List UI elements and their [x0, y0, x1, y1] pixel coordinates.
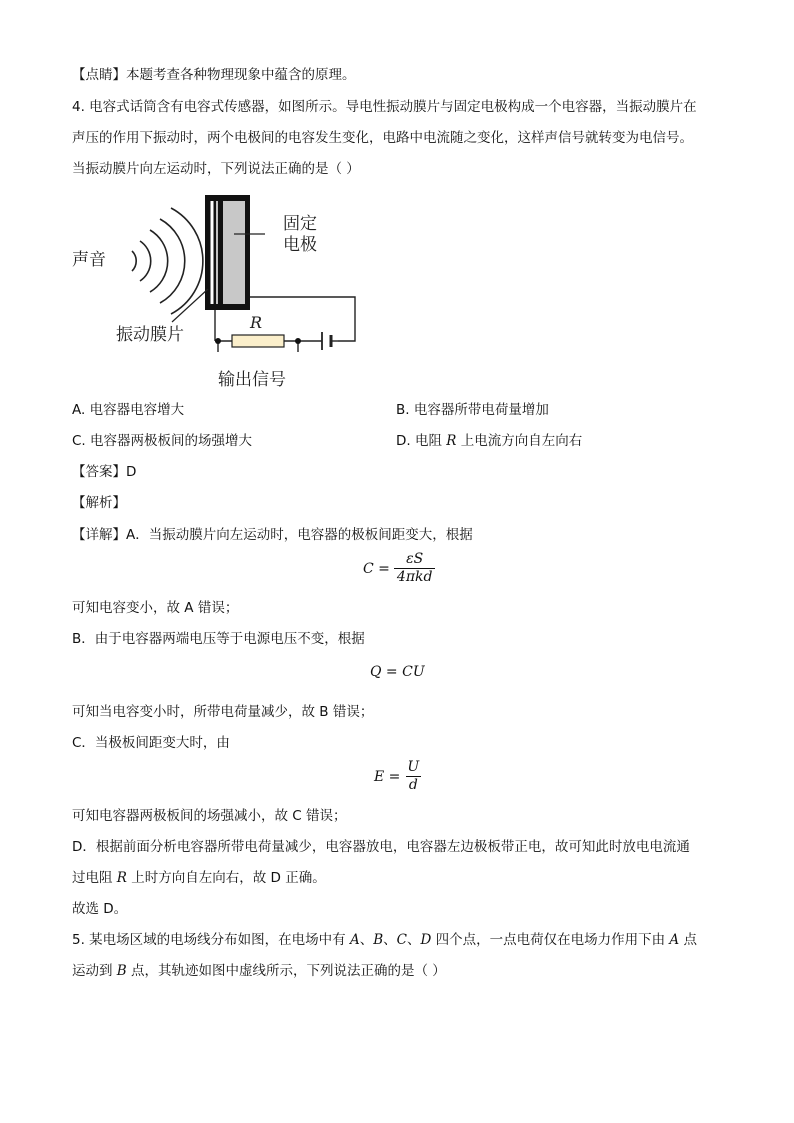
output-terminal-left: [215, 338, 221, 344]
detail-d-line1: D．根据前面分析电容器所带电荷量减少，电容器放电，电容器左边极板带正电，故可知此时放电电流通: [72, 839, 690, 855]
final-choice: 故选 D。: [72, 901, 128, 917]
sound-label: 声音: [72, 250, 106, 270]
answer-line: 【答案】D: [72, 464, 137, 480]
analysis-heading: 【解析】: [72, 495, 126, 511]
q4-stem-line3: 当振动膜片向左运动时，下列说法正确的是（ ）: [72, 161, 360, 177]
detail-c: C．当极板间距变大时，由: [72, 735, 230, 751]
electrode-label-line1: 固定: [283, 214, 317, 234]
microphone-figure: [60, 185, 380, 395]
output-terminal-right: [295, 338, 301, 344]
output-signal-label: 输出信号: [218, 370, 286, 390]
option-b: B. 电容器所带电荷量增加: [396, 402, 549, 418]
option-d: D. 电阻 R 上电流方向自左向右: [396, 433, 583, 449]
option-a: A. 电容器电容增大: [72, 402, 185, 418]
q5-stem-line1: 5. 某电场区域的电场线分布如图，在电场中有 A、B、C、D 四个点，一点电荷仅在电场力作用下由 A 点: [72, 932, 697, 948]
q3-tip: 【点睛】本题考查各种物理现象中蕴含的原理。: [72, 67, 356, 83]
resistor-label: R: [250, 313, 263, 332]
q4-stem-line2: 声压的作用下振动时，两个电极间的电容发生变化，电路中电流随之变化，这样声信号就转变为电信号。: [72, 130, 693, 146]
equation-field: E = $\frac{U}{d}$: [374, 759, 420, 793]
q5-stem-line2: 运动到 B 点，其轨迹如图中虚线所示，下列说法正确的是（ ）: [72, 963, 446, 979]
conclusion-c: 可知电容器两极板间的场强减小，故 C 错误；: [72, 808, 347, 824]
resistor-r: [232, 335, 284, 347]
detail-d-line2: 过电阻 R 上时方向自左向右，故 D 正确。: [72, 870, 326, 886]
option-c: C. 电容器两极板间的场强增大: [72, 433, 253, 449]
equation-charge: Q = CU: [370, 664, 425, 680]
conclusion-a: 可知电容变小，故 A 错误；: [72, 600, 239, 616]
electrode-label-line2: 电极: [283, 235, 317, 255]
diaphragm-label: 振动膜片: [116, 325, 184, 345]
sound-wave-icon: [132, 208, 203, 314]
fixed-electrode: [223, 201, 245, 304]
conclusion-b: 可知当电容变小时，所带电荷量减少，故 B 错误；: [72, 704, 374, 720]
diaphragm-leader: [172, 289, 208, 322]
q4-stem-line1: 4. 电容式话筒含有电容式传感器，如图所示。导电性振动膜片与固定电极构成一个电容器，当振动膜片在: [72, 99, 697, 115]
microphone-diagram: [60, 185, 380, 395]
detail-a: 【详解】A．当振动膜片向左运动时，电容器的极板间距变大，根据: [72, 527, 473, 543]
equation-capacitance: C = $\frac{\varepsilon S}{\text{4πkd}}$: [363, 551, 435, 586]
detail-b: B．由于电容器两端电压等于电源电压不变，根据: [72, 631, 365, 647]
